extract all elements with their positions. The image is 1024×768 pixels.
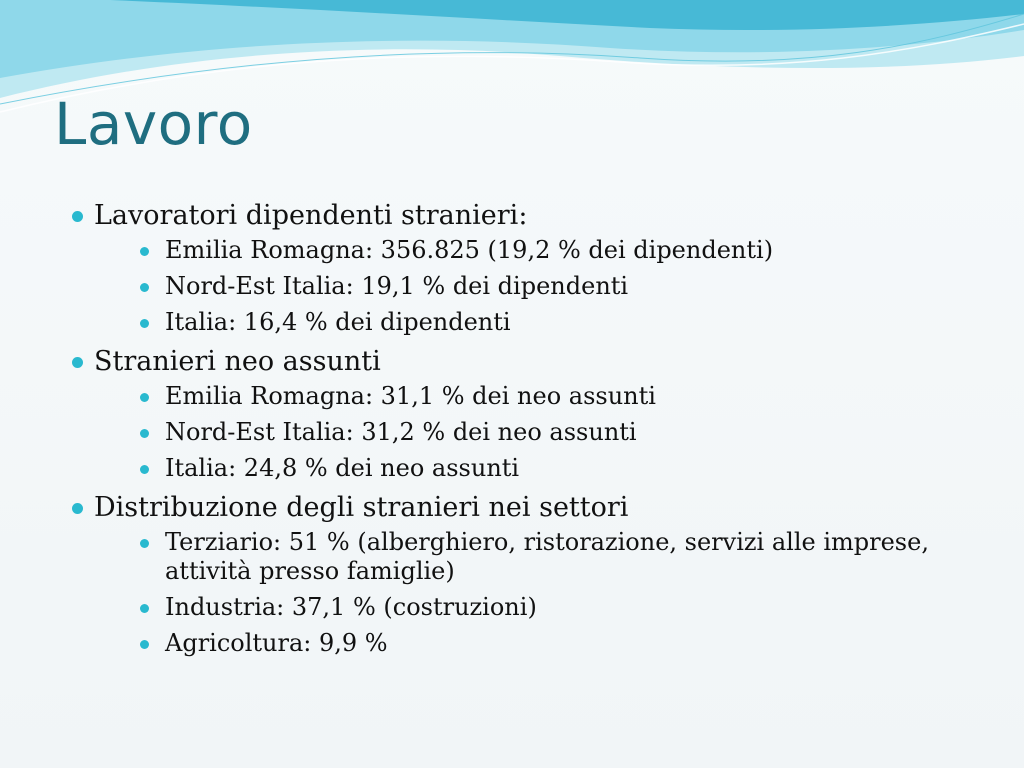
bullet-dot-icon (140, 539, 149, 548)
sub-item (94, 308, 984, 337)
sub-list (94, 528, 984, 658)
sub-item (94, 629, 984, 658)
section-item (64, 490, 984, 658)
section-item (64, 344, 984, 483)
sub-item-text: Industria: 37,1 % (costruzioni) (165, 593, 537, 621)
sub-item (94, 236, 984, 265)
section-label: Stranieri neo assunti (94, 346, 381, 377)
bullet-dot-icon (140, 247, 149, 256)
sub-item (94, 593, 984, 622)
bullet-dot-icon (140, 429, 149, 438)
sub-item-text: Emilia Romagna: 31,1 % dei neo assunti (165, 382, 656, 410)
slide-title: Lavoro (54, 90, 253, 158)
sub-item-text: Nord-Est Italia: 31,2 % dei neo assunti (165, 418, 637, 446)
bullet-dot-icon (72, 357, 83, 368)
sub-item-text: Italia: 24,8 % dei neo assunti (165, 454, 520, 482)
bullet-dot-icon (140, 393, 149, 402)
slide-content (64, 198, 984, 665)
sub-list (94, 382, 984, 483)
sub-item-text: Italia: 16,4 % dei dipendenti (165, 308, 511, 336)
bullet-dot-icon (140, 283, 149, 292)
bullet-dot-icon (140, 319, 149, 328)
bullet-dot-icon (140, 604, 149, 613)
section-item (64, 198, 984, 337)
bullet-list (64, 198, 984, 658)
bullet-dot-icon (72, 503, 83, 514)
bullet-dot-icon (140, 465, 149, 474)
sub-item (94, 418, 984, 447)
bullet-dot-icon (140, 640, 149, 649)
section-label: Distribuzione degli stranieri nei settori (94, 492, 629, 523)
sub-item-text: Nord-Est Italia: 19,1 % dei dipendenti (165, 272, 629, 300)
sub-item (94, 528, 984, 586)
sub-item-text: Agricoltura: 9,9 % (165, 629, 388, 657)
sub-list (94, 236, 984, 337)
sub-item (94, 382, 984, 411)
sub-item (94, 272, 984, 301)
section-label: Lavoratori dipendenti stranieri: (94, 200, 528, 231)
sub-item-text: Emilia Romagna: 356.825 (19,2 % dei dipendenti) (165, 236, 774, 264)
sub-item (94, 454, 984, 483)
sub-item-text: Terziario: 51 % (alberghiero, ristorazione, servizi alle imprese, attività presso famiglie) (165, 528, 929, 585)
bullet-dot-icon (72, 211, 83, 222)
